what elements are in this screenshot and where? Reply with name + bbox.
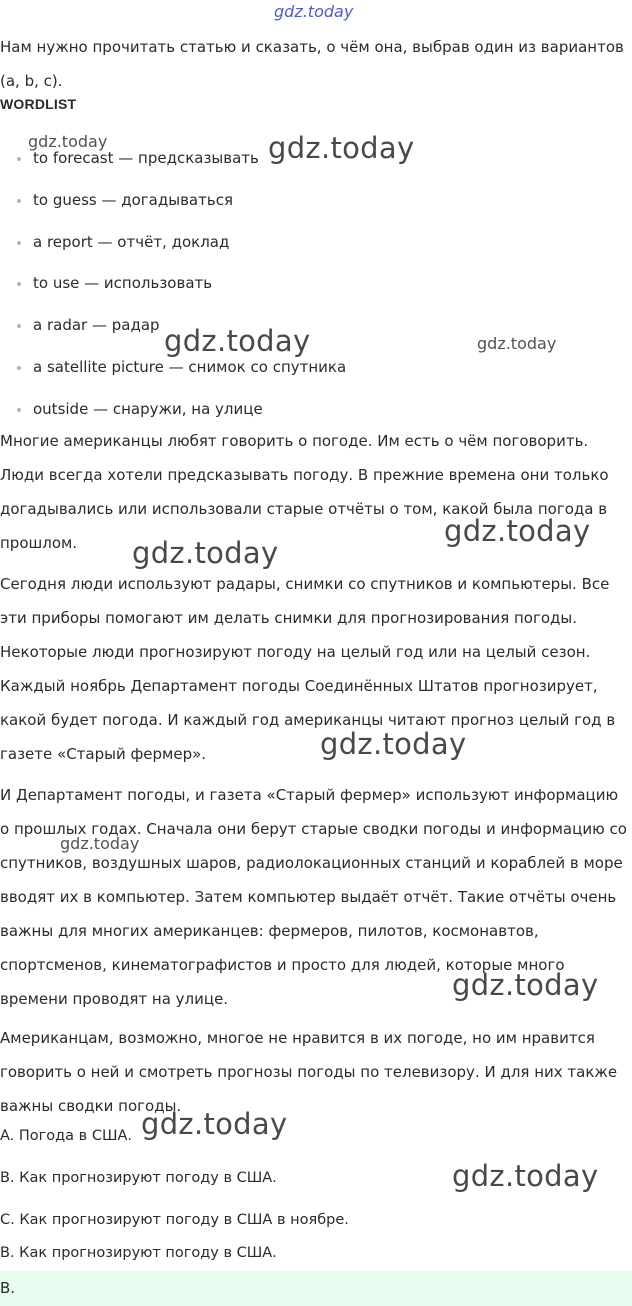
paragraph-3: И Департамент погоды, и газета «Старый фермер» используют информацию о прошлых годах. Сначала они берут старые сводки погоды и информацию со спутников, воздушных шаров, радиолокационных станций и кораблей в море вводят их в компьютер. Затем компьютер выдаёт отчёт. Такие отчёты очень важны для многих американцев: фермеров, пилотов, космонавтов, спортсменов, кинематографистов и просто для людей, которые много времени проводят на улице. <box>0 786 627 1008</box>
answer-highlight: B. <box>0 1271 632 1306</box>
watermark: gdz.today <box>132 536 279 570</box>
watermark: gdz.today <box>452 968 599 1002</box>
option-repeat: B. Как прогнозируют погоду в США. <box>0 1245 277 1261</box>
watermark: gdz.today <box>268 131 415 165</box>
watermark: gdz.today <box>477 334 557 353</box>
option-b: B. Как прогнозируют погоду в США. <box>0 1170 277 1186</box>
wordlist-item: to use — использовать <box>0 262 346 304</box>
wordlist-item: to guess — догадываться <box>0 179 346 221</box>
option-c: C. Как прогнозируют погоду в США в ноябре. <box>0 1212 349 1228</box>
watermark-top: gdz.today <box>274 2 354 21</box>
watermark: gdz.today <box>28 132 108 151</box>
watermark: gdz.today <box>452 1159 599 1193</box>
watermark: gdz.today <box>141 1107 288 1141</box>
paragraph-2: Сегодня люди используют радары, снимки со спутников и компьютеры. Все эти приборы помогают им делать снимки для прогнозирования погоды. Некоторые люди прогнозируют погоду на целый год или на целый сезон. Каждый ноябрь Департамент погоды Соединённых Штатов прогнозирует, какой будет погода. И каждый год американцы читают прогноз целый год в газете «Старый фермер». <box>0 575 616 763</box>
watermark: gdz.today <box>164 324 311 358</box>
watermark: gdz.today <box>320 727 467 761</box>
wordlist-item: a radar — радар <box>0 304 346 346</box>
wordlist-item: to forecast — предсказывать <box>0 137 346 179</box>
wordlist-item: a report — отчёт, доклад <box>0 221 346 263</box>
wordlist-title: WORDLIST <box>0 96 77 112</box>
watermark: gdz.today <box>60 834 140 853</box>
wordlist-item: outside — снаружи, на улице <box>0 388 346 430</box>
paragraph-4: Американцам, возможно, многое не нравится в их погоде, но им нравится говорить о ней и смотреть прогнозы погоды по телевизору. И для них также важны сводки погоды. <box>0 1029 618 1115</box>
wordlist-item: a satellite picture — снимок со спутника <box>0 346 346 388</box>
paragraph-1: Многие американцы любят говорить о погоде. Им есть о чём поговорить. Люди всегда хотели предсказывать погоду. В прежние времена они только догадывались или использовали старые отчёты о том, какой была погода в прошлом. <box>0 432 609 552</box>
watermark: gdz.today <box>444 514 591 548</box>
wordlist <box>0 137 346 430</box>
task-intro: Нам нужно прочитать статью и сказать, о чём она, выбрав один из вариантов (a, b, c). <box>0 38 624 90</box>
option-a: A. Погода в США. <box>0 1128 132 1144</box>
